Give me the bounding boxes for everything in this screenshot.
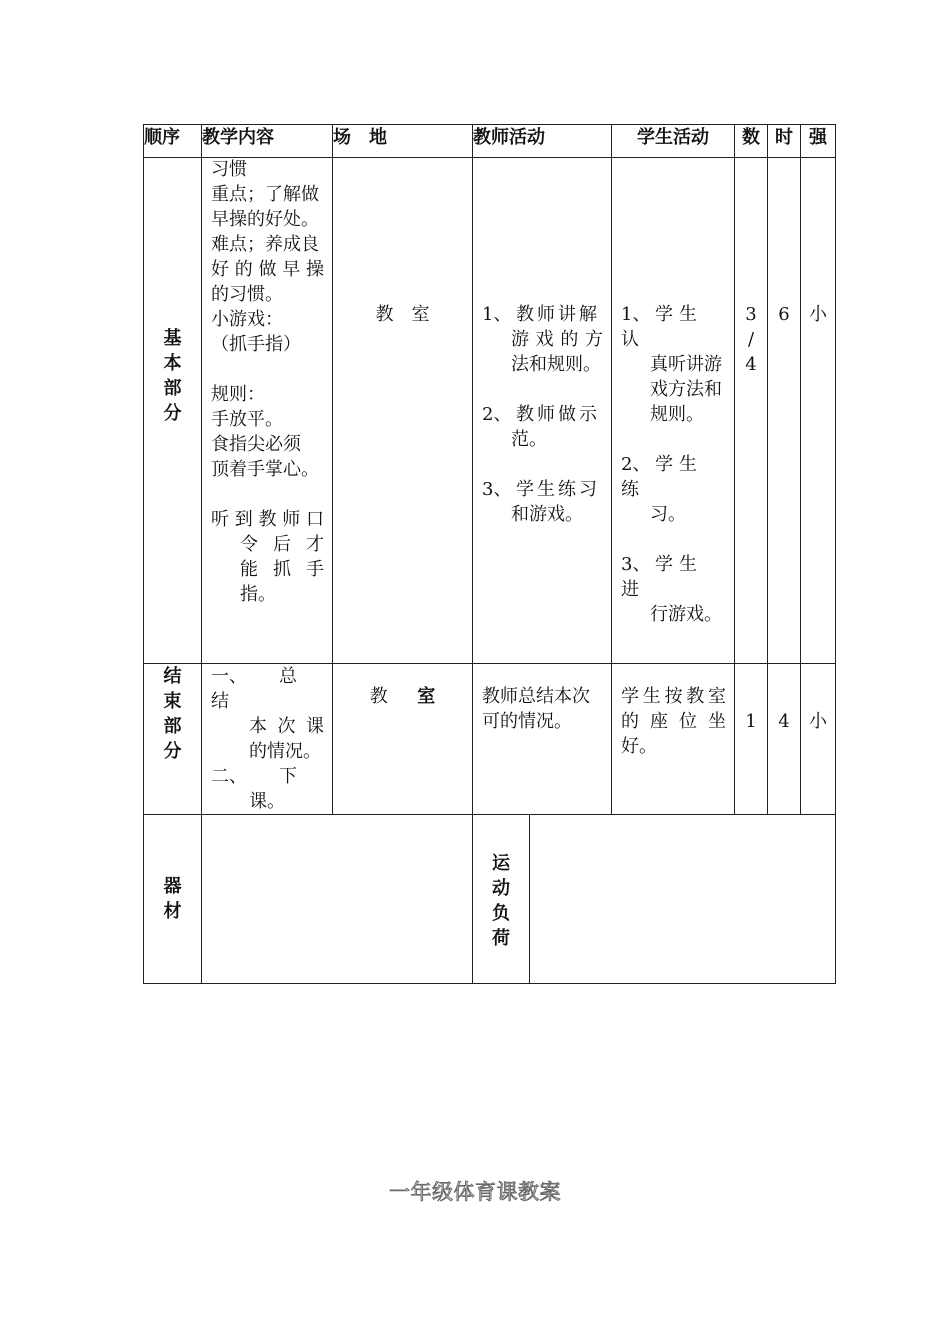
basic-intensity: 小 — [801, 158, 836, 664]
header-order: 顺序 — [144, 125, 202, 158]
basic-student-activity: 1、 学生认 真听讲游 戏方法和 规则。 2、 学生练 习。 3、 学生进 行游戏。 — [612, 158, 735, 664]
ending-venue: 教 室 — [333, 664, 473, 815]
ending-teacher-activity: 教师总结本次 可的情况。 — [473, 664, 612, 815]
lesson-plan-table — [143, 124, 836, 984]
ending-time: 4 — [768, 664, 801, 815]
header-content: 教学内容 — [202, 125, 333, 158]
header-time: 时 — [768, 125, 801, 158]
exercise-load-label: 运 动 负 荷 — [473, 815, 530, 984]
header-teacher-activity: 教师活动 — [473, 125, 612, 158]
header-row — [144, 125, 836, 158]
header-student-activity: 学生活动 — [612, 125, 735, 158]
basic-time: 6 — [768, 158, 801, 664]
header-intensity: 强 — [801, 125, 836, 158]
basic-teacher-activity: 1、 教师讲解 游戏的方 法和规则。 2、 教师做示 范。 3、 学生练习 和游戏。 — [473, 158, 612, 664]
basic-section-row — [144, 158, 836, 664]
footer-watermark-title: 一年级体育课教案 — [389, 1180, 561, 1204]
equipment-row — [144, 815, 836, 984]
exercise-load-value — [530, 815, 836, 984]
ending-section-label: 结 束 部 分 — [144, 664, 202, 815]
basic-venue: 教 室 — [333, 158, 473, 664]
header-count: 数 — [735, 125, 768, 158]
basic-content: 习惯 重点；了解做 早操的好处。 难点；养成良 好的做早操 的习惯。 小游戏： （抓手指） 规则： 手放平。 食指尖必须 顶着手掌心。 听到教师口 令后才 能抓手 指。 — [202, 158, 333, 664]
equipment-value — [202, 815, 473, 984]
equipment-label: 器 材 — [144, 815, 202, 984]
ending-content: 一、 总结 本次课 的情况。 二、 下 课。 — [202, 664, 333, 815]
ending-student-activity: 学生按教室 的座位坐 好。 — [612, 664, 735, 815]
header-venue: 场 地 — [333, 125, 473, 158]
basic-section-label: 基 本 部 分 — [144, 158, 202, 664]
ending-section-row — [144, 664, 836, 815]
ending-intensity: 小 — [801, 664, 836, 815]
ending-count: 1 — [735, 664, 768, 815]
basic-count: 3 / 4 — [735, 158, 768, 664]
